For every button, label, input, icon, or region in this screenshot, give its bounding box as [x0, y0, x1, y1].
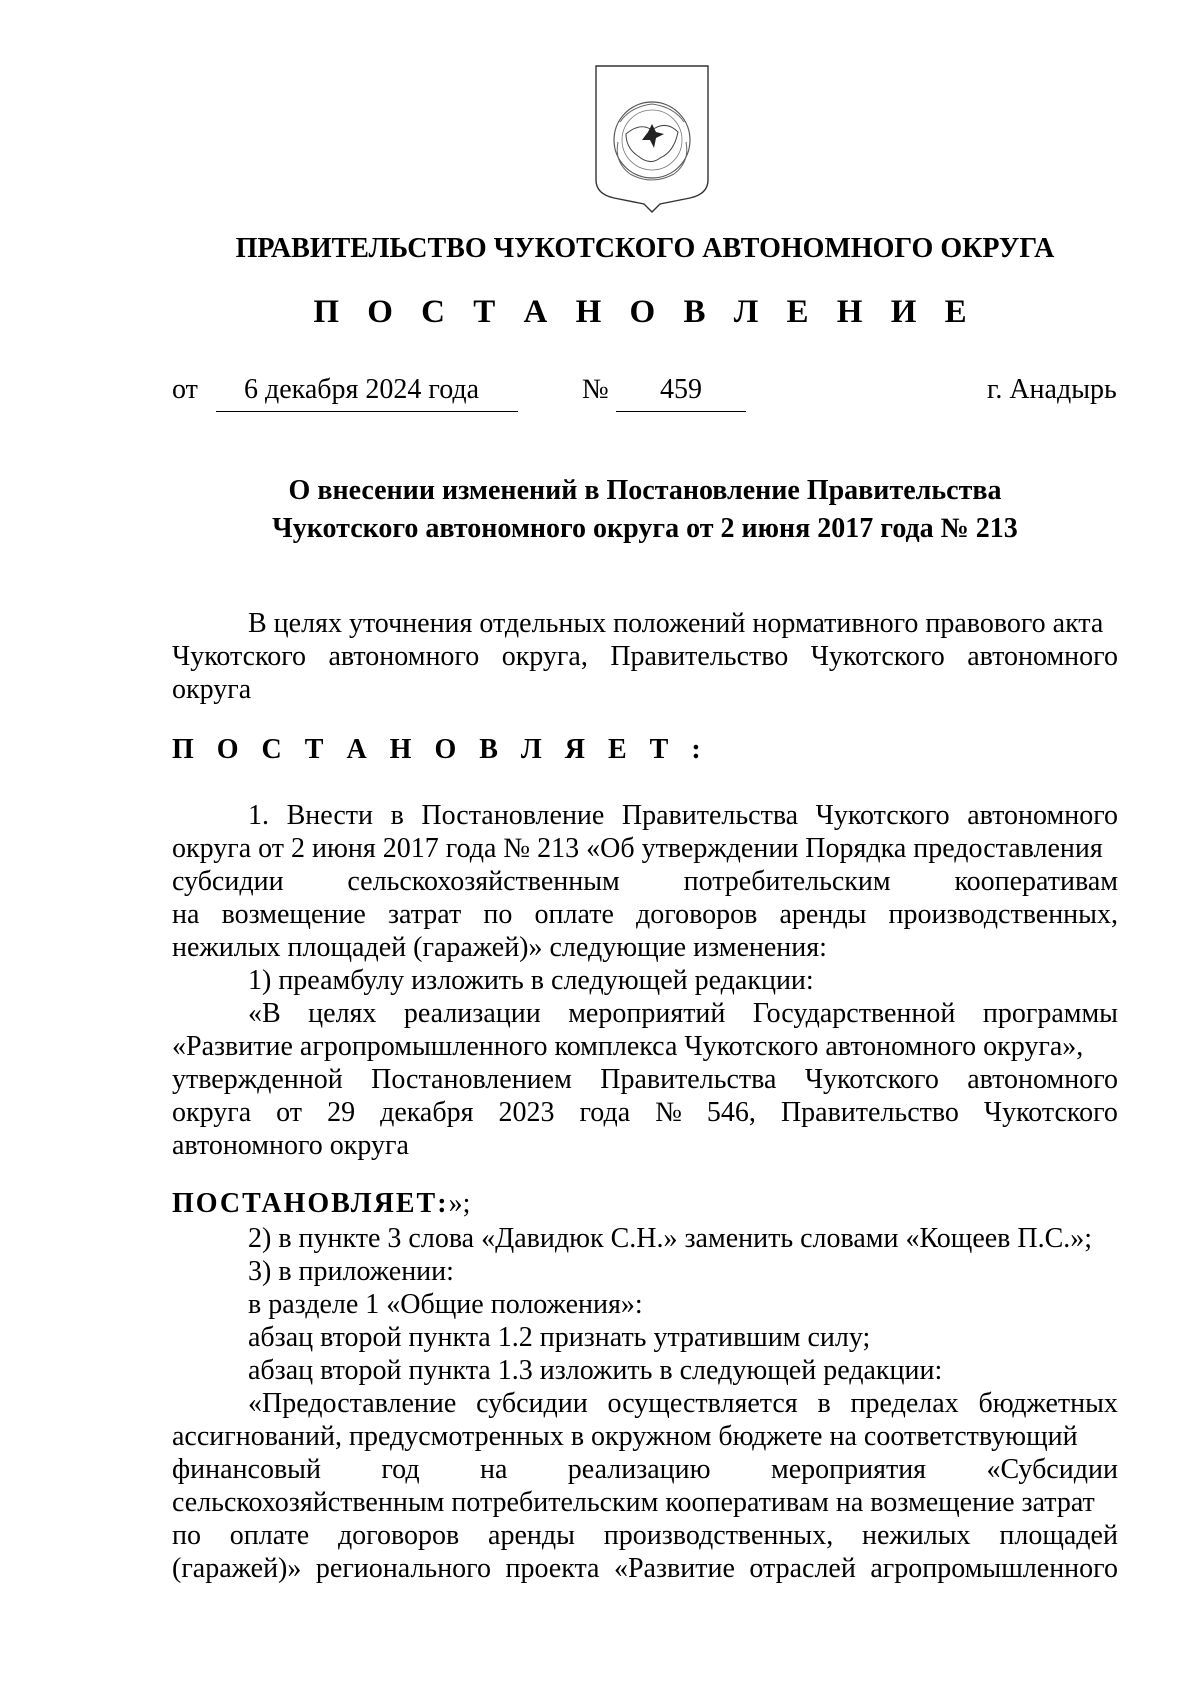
word: площадей	[999, 1520, 1118, 1551]
word: аренды	[488, 1520, 575, 1551]
quote-line-5	[172, 1519, 1118, 1552]
word: от	[276, 1097, 303, 1128]
number-label: №	[582, 374, 609, 405]
item1-line-9	[172, 1063, 1118, 1096]
item1-line-11: автономного округа	[172, 1130, 409, 1161]
word: по	[483, 899, 513, 930]
quote-line-4: сельскохозяйственным потребительским кооперативам на возмещение затрат	[172, 1487, 1095, 1518]
word: Государственной	[752, 998, 956, 1029]
quote-line-6	[172, 1552, 1118, 1585]
word: на	[172, 899, 200, 930]
item1-line-4	[172, 898, 1118, 931]
number-underline	[616, 411, 746, 412]
word: потребительским	[683, 866, 891, 897]
word: регионального	[315, 1553, 491, 1584]
quote-line-3	[172, 1453, 1118, 1486]
word: «В	[248, 998, 281, 1029]
preamble	[172, 607, 1118, 706]
word: договоров	[636, 899, 758, 930]
word: бюджетных	[978, 1388, 1118, 1419]
word: автономного	[328, 641, 480, 672]
word: Внести	[286, 800, 373, 831]
word: пределах	[850, 1388, 959, 1419]
word: в	[817, 1388, 831, 1419]
document-type: П О С Т А Н О В Л Е Н И Е	[313, 294, 977, 330]
word: осуществляется	[607, 1388, 798, 1419]
quote-line-1	[248, 1387, 1118, 1420]
item-3: 3) в приложении:	[248, 1256, 454, 1287]
word: в	[390, 800, 404, 831]
word: затрат	[387, 899, 462, 930]
word: 2023	[498, 1097, 555, 1128]
word: «Развитие	[613, 1553, 735, 1584]
word: «Субсидии	[986, 1454, 1118, 1485]
word: Чукотского	[172, 641, 306, 672]
word: года	[579, 1097, 631, 1128]
word: автономного	[967, 800, 1118, 831]
word: «Предоставление	[248, 1388, 457, 1419]
word: мероприятия	[770, 1454, 927, 1485]
preamble-line-1: В целях уточнения отдельных положений нормативного правового акта	[248, 608, 1104, 639]
word: сельскохозяйственным	[347, 866, 620, 897]
word: Постановление	[421, 800, 605, 831]
word: оплате	[229, 1520, 310, 1551]
word: договоров	[337, 1520, 460, 1551]
word: реализации	[403, 998, 541, 1029]
word: проекта	[505, 1553, 600, 1584]
word: мероприятий	[568, 998, 726, 1029]
word: автономного	[967, 641, 1118, 672]
preamble-line-3: округа	[172, 674, 252, 705]
word: кооперативам	[954, 866, 1118, 897]
item1-line-5: нежилых площадей (гаражей)» следующие изменения:	[172, 932, 827, 963]
word: 1.	[248, 800, 269, 831]
decree-subject	[0, 472, 1200, 548]
word: Правительства	[600, 1064, 777, 1095]
decides-quote-bold: ПОСТАНОВЛЯЕТ:	[172, 1188, 449, 1219]
word: №	[655, 1097, 682, 1128]
government-name: ПРАВИТЕЛЬСТВО ЧУКОТСКОГО АВТОНОМНОГО ОКРУГА	[235, 233, 1055, 264]
subject-line-1: О внесении изменений в Постановление Правительства	[288, 475, 1002, 506]
item1-line-8: «Развитие агропромышленного комплекса Чукотского автономного округа»,	[172, 1031, 1084, 1062]
item1-line-6: 1) преамбулу изложить в следующей редакции:	[248, 965, 814, 996]
decides-quote-rest: »;	[448, 1188, 471, 1219]
word: Правительства	[621, 800, 799, 831]
decree-number: 459	[660, 374, 702, 405]
word: аренды	[779, 899, 867, 930]
word: программы	[982, 998, 1118, 1029]
word: производственных,	[603, 1520, 834, 1551]
decides-quote-end	[172, 1187, 1118, 1220]
date-underline	[216, 411, 518, 412]
word: Правительство	[610, 641, 789, 672]
item1-line-3	[172, 865, 1118, 898]
word: реализацию	[567, 1454, 711, 1485]
word: Постановлением	[371, 1064, 572, 1095]
word: 546,	[706, 1097, 756, 1128]
word: Чукотского	[983, 1097, 1118, 1128]
word: финансовый	[172, 1454, 321, 1485]
word: округа	[172, 1097, 252, 1128]
word: 29	[327, 1097, 356, 1128]
word: оплате	[534, 899, 614, 930]
word: по	[172, 1520, 201, 1551]
word: отраслей	[749, 1553, 856, 1584]
from-label: от	[172, 374, 198, 405]
word: Чукотского	[804, 1064, 939, 1095]
word: декабря	[380, 1097, 474, 1128]
word: субсидии	[476, 1388, 588, 1419]
item1-line-2: округа от 2 июня 2017 года № 213 «Об утверждении Порядка предоставления	[172, 833, 1103, 864]
word: субсидии	[172, 866, 284, 897]
item1-line-7	[248, 997, 1118, 1030]
item-1	[172, 799, 1118, 1162]
decree-date: 6 декабря 2024 года	[244, 374, 480, 405]
word: Чукотского	[810, 641, 945, 672]
item-2: 2) в пункте 3 слова «Давидюк С.Н.» заменить словами «Кощеев П.С.»;	[248, 1223, 1093, 1254]
quote-line-2: ассигнований, предусмотренных в окружном бюджете на соответствующий	[172, 1421, 1078, 1452]
word: агропромышленного	[870, 1553, 1118, 1584]
item1-line-1	[248, 799, 1118, 832]
decides-heading: П О С Т А Н О В Л Я Е Т :	[172, 734, 709, 765]
word: на	[479, 1454, 508, 1485]
word: округа,	[501, 641, 588, 672]
subject-line-2: Чукотского автономного округа от 2 июня 2017 года № 213	[272, 513, 1018, 544]
item1-line-10	[172, 1096, 1118, 1129]
word: утвержденной	[172, 1064, 343, 1095]
word: Правительство	[780, 1097, 959, 1128]
city: г. Анадырь	[987, 374, 1117, 405]
preamble-line-2	[172, 640, 1118, 673]
word: (гаражей)»	[172, 1553, 302, 1584]
word: Чукотского	[815, 800, 950, 831]
section-1-label: в разделе 1 «Общие положения»:	[248, 1289, 643, 1320]
paragraph-1-3: абзац второй пункта 1.3 изложить в следующей редакции:	[248, 1355, 943, 1386]
word: автономного	[967, 1064, 1118, 1095]
word: нежилых	[862, 1520, 971, 1551]
items-block	[172, 1222, 1118, 1585]
paragraph-1-2: абзац второй пункта 1.2 признать утратившим силу;	[248, 1322, 871, 1353]
coat-of-arms-emblem	[590, 62, 714, 214]
word: целях	[308, 998, 377, 1029]
word: производственных,	[888, 899, 1118, 930]
word: возмещение	[221, 899, 366, 930]
word: год	[381, 1454, 420, 1485]
